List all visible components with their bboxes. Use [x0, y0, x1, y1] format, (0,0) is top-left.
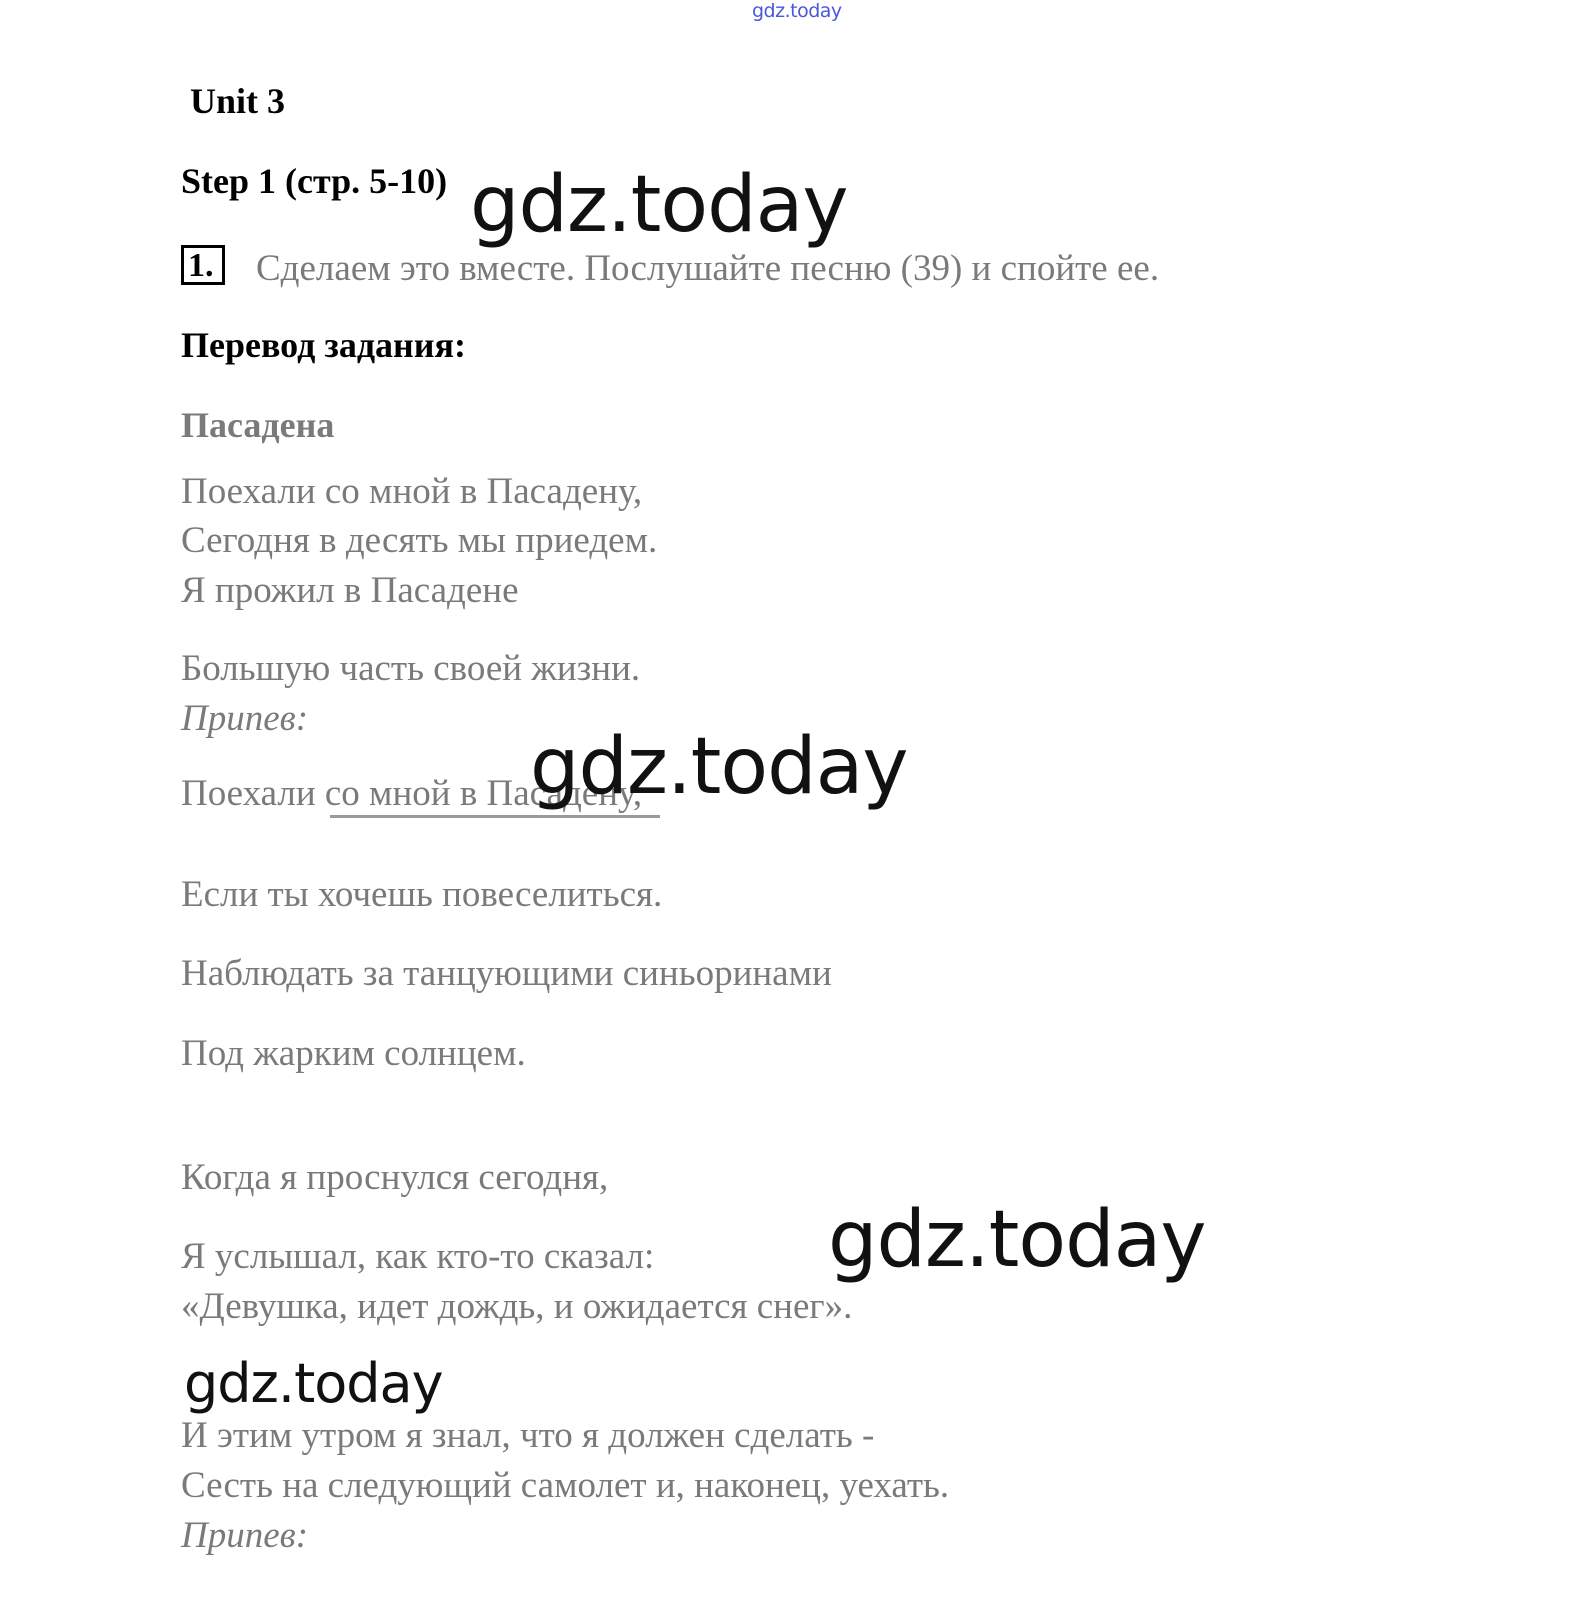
- watermark: gdz.today: [184, 1352, 443, 1415]
- site-mark: gdz.today: [752, 0, 842, 22]
- chorus-label: Припев:: [181, 698, 309, 739]
- song-line: И этим утром я знал, что я должен сделать -: [181, 1415, 875, 1456]
- step-title: Step 1 (стр. 5-10): [181, 161, 448, 201]
- song-line: Поехали со мной в Пасадену,: [181, 773, 643, 814]
- song-line: Большую часть своей жизни.: [181, 648, 641, 689]
- watermark: gdz.today: [470, 160, 848, 250]
- song-line: «Девушка, идет дождь, и ожидается снег».: [181, 1286, 853, 1327]
- strike-artifact: [330, 815, 660, 818]
- song-line: Я прожил в Пасадене: [181, 570, 519, 611]
- watermark: gdz.today: [530, 722, 908, 812]
- song-line: Я услышал, как кто-то сказал:: [181, 1236, 655, 1277]
- song-line: Если ты хочешь повеселиться.: [181, 874, 663, 915]
- song-line: Наблюдать за танцующими синьоринами: [181, 953, 832, 994]
- watermark: gdz.today: [828, 1195, 1206, 1285]
- song-title: Пасадена: [181, 405, 335, 445]
- chorus-label: Припев:: [181, 1515, 309, 1556]
- song-line: Сесть на следующий самолет и, наконец, уехать.: [181, 1465, 950, 1506]
- task-instruction: Сделаем это вместе. Послушайте песню (39) и спойте ее.: [256, 248, 1160, 289]
- song-line: Когда я проснулся сегодня,: [181, 1157, 609, 1198]
- unit-title: Unit 3: [190, 81, 286, 121]
- song-line: Сегодня в десять мы приедем.: [181, 520, 658, 561]
- song-line: Под жарким солнцем.: [181, 1033, 526, 1074]
- task-number-box: 1.: [181, 245, 225, 285]
- translation-heading: Перевод задания:: [181, 325, 466, 365]
- song-line: Поехали со мной в Пасадену,: [181, 471, 643, 512]
